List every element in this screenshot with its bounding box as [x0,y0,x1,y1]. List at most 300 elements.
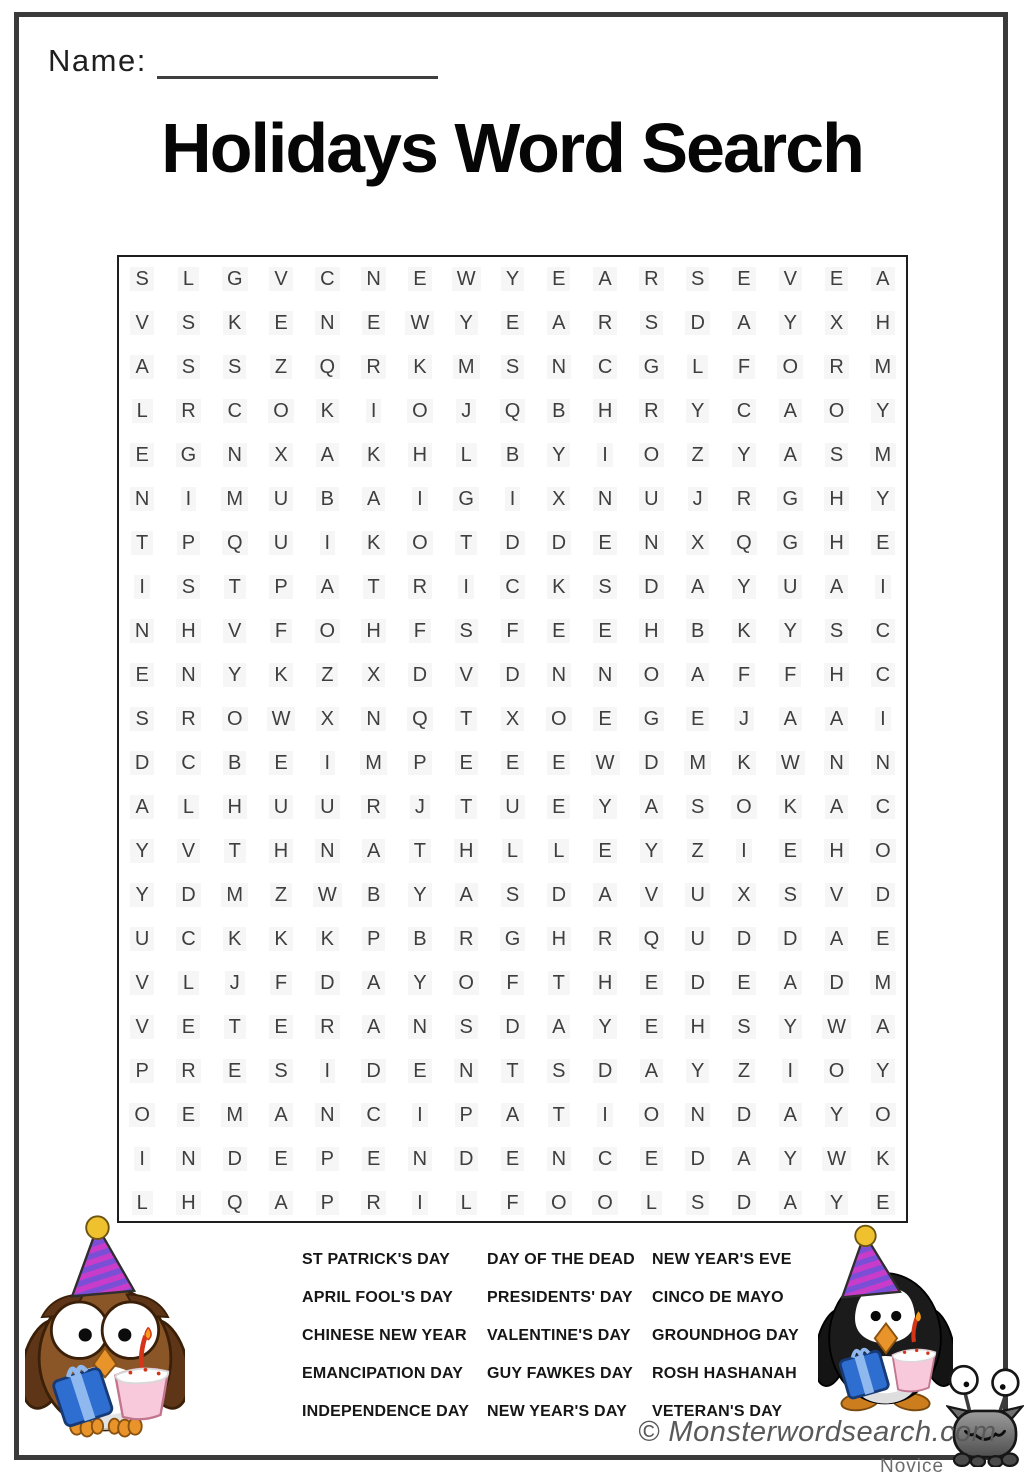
grid-cell: N [165,1137,211,1181]
grid-cell: D [443,1137,489,1181]
grid-cell: E [397,257,443,301]
grid-cell: P [443,1093,489,1137]
grid-cell: O [628,653,674,697]
grid-cell: S [165,565,211,609]
word-list-item: CHINESE NEW YEAR [302,1327,467,1344]
grid-cell: S [489,345,535,389]
grid-cell: H [813,521,859,565]
grid-cell: E [212,1049,258,1093]
grid-cell: T [443,785,489,829]
grid-cell: H [212,785,258,829]
grid-cell: Q [489,389,535,433]
word-list-item: VALENTINE'S DAY [487,1327,631,1344]
grid-cell: E [582,521,628,565]
grid-cell: Q [628,917,674,961]
grid-cell: K [212,917,258,961]
grid-cell: E [536,609,582,653]
grid-cell: N [212,433,258,477]
grid-cell: K [860,1137,906,1181]
grid-cell: N [397,1005,443,1049]
grid-cell: D [212,1137,258,1181]
word-list-item: EMANCIPATION DAY [302,1365,464,1382]
grid-cell: I [443,565,489,609]
grid-cell: A [767,1093,813,1137]
grid-cell: M [212,477,258,521]
grid-cell: M [212,873,258,917]
grid-cell: B [212,741,258,785]
grid-cell: D [628,741,674,785]
grid-cell: Y [119,873,165,917]
grid-cell: W [397,301,443,345]
grid-cell: D [860,873,906,917]
grid-cell: C [582,1137,628,1181]
grid-cell: Z [258,873,304,917]
grid-cell: K [767,785,813,829]
grid-cell: D [721,917,767,961]
grid-cell: O [119,1093,165,1137]
grid-cell: A [721,301,767,345]
grid-cell: X [721,873,767,917]
grid-cell: D [350,1049,396,1093]
grid-cell: Z [304,653,350,697]
grid-cell: F [489,609,535,653]
grid-cell: D [489,1005,535,1049]
grid-cell: S [675,1181,721,1225]
grid-cell: N [304,1093,350,1137]
grid-cell: Q [397,697,443,741]
grid-cell: W [304,873,350,917]
grid-cell: E [860,917,906,961]
grid-cell: Y [767,609,813,653]
grid-cell: X [813,301,859,345]
grid-cell: Z [721,1049,767,1093]
grid-cell: Y [536,433,582,477]
grid-cell: R [350,785,396,829]
grid-cell: X [536,477,582,521]
grid-cell: Y [813,1093,859,1137]
grid-cell: N [536,653,582,697]
grid-cell: P [119,1049,165,1093]
grid-cell: E [350,301,396,345]
grid-cell: U [258,521,304,565]
grid-cell: E [536,257,582,301]
party-owl-mascot [25,1212,185,1445]
grid-cell: D [675,1137,721,1181]
grid-cell: O [628,1093,674,1137]
grid-cell: Y [767,301,813,345]
grid-cell: J [443,389,489,433]
grid-cell: C [582,345,628,389]
grid-cell: U [258,785,304,829]
grid-cell: E [119,433,165,477]
word-list-item: CINCO DE MAYO [652,1289,784,1306]
grid-cell: D [489,521,535,565]
grid-cell: M [350,741,396,785]
grid-cell: I [397,1093,443,1137]
grid-cell: E [258,1137,304,1181]
grid-cell: H [350,609,396,653]
grid-cell: H [860,301,906,345]
grid-cell: L [165,785,211,829]
grid-cell: W [813,1005,859,1049]
grid-cell: A [304,433,350,477]
grid-cell: O [813,389,859,433]
word-list-item: ROSH HASHANAH [652,1365,797,1382]
grid-cell: B [675,609,721,653]
grid-cell: N [675,1093,721,1137]
grid-cell: K [258,653,304,697]
grid-cell: H [813,829,859,873]
word-list-item: NEW YEAR'S DAY [487,1403,627,1420]
grid-cell: S [628,301,674,345]
grid-cell: T [489,1049,535,1093]
grid-cell: G [628,345,674,389]
grid-cell: U [489,785,535,829]
grid-cell: T [119,521,165,565]
grid-cell: E [582,829,628,873]
grid-cell: M [675,741,721,785]
grid-cell: Y [489,257,535,301]
grid-cell: Y [767,1005,813,1049]
grid-cell: C [860,653,906,697]
grid-cell: Q [212,1181,258,1225]
grid-cell: R [721,477,767,521]
grid-cell: F [397,609,443,653]
grid-cell: W [813,1137,859,1181]
grid-cell: H [165,609,211,653]
grid-cell: O [860,829,906,873]
grid-cell: E [350,1137,396,1181]
name-label: Name: [48,43,147,78]
grid-cell: I [304,741,350,785]
grid-cell: E [628,961,674,1005]
grid-cell: T [536,961,582,1005]
grid-cell: P [165,521,211,565]
grid-cell: T [350,565,396,609]
grid-cell: R [165,1049,211,1093]
grid-cell: H [258,829,304,873]
grid-cell: B [304,477,350,521]
grid-cell: A [813,785,859,829]
grid-cell: D [767,917,813,961]
grid-cell: K [350,521,396,565]
grid-cell: K [212,301,258,345]
grid-cell: E [489,301,535,345]
grid-cell: W [767,741,813,785]
grid-cell: U [675,917,721,961]
grid-cell: R [443,917,489,961]
grid-cell: E [258,301,304,345]
grid-cell: Q [721,521,767,565]
grid-cell: M [860,345,906,389]
grid-cell: I [304,1049,350,1093]
grid-cell: S [443,1005,489,1049]
grid-cell: S [258,1049,304,1093]
grid-cell: N [536,345,582,389]
grid-cell: G [212,257,258,301]
grid-cell: I [860,697,906,741]
grid-cell: A [767,389,813,433]
grid-cell: W [258,697,304,741]
grid-cell: D [536,873,582,917]
grid-cell: E [582,697,628,741]
grid-cell: I [767,1049,813,1093]
grid-cell: K [721,741,767,785]
grid-cell: C [489,565,535,609]
grid-cell: D [675,961,721,1005]
grid-cell: H [165,1181,211,1225]
grid-cell: X [350,653,396,697]
grid-cell: A [767,1181,813,1225]
grid-cell: Z [675,829,721,873]
grid-cell: F [767,653,813,697]
grid-cell: A [813,565,859,609]
grid-cell: O [628,433,674,477]
grid-cell: Y [813,1181,859,1225]
grid-cell: F [721,345,767,389]
grid-cell: O [397,389,443,433]
grid-cell: E [489,1137,535,1181]
word-list-item: GROUNDHOG DAY [652,1327,799,1344]
grid-cell: E [860,1181,906,1225]
grid-cell: R [582,301,628,345]
grid-cell: D [628,565,674,609]
grid-cell: E [721,257,767,301]
grid-cell: V [628,873,674,917]
grid-cell: M [860,433,906,477]
grid-cell: B [397,917,443,961]
grid-cell: P [258,565,304,609]
grid-cell: F [489,1181,535,1225]
grid-cell: M [860,961,906,1005]
grid-cell: A [443,873,489,917]
name-row [48,42,438,79]
grid-cell: X [304,697,350,741]
party-penguin-icon [818,1222,953,1422]
grid-cell: N [443,1049,489,1093]
grid-cell: D [119,741,165,785]
grid-cell: E [489,741,535,785]
grid-cell: H [443,829,489,873]
grid-cell: H [675,1005,721,1049]
grid-cell: U [119,917,165,961]
grid-cell: G [443,477,489,521]
grid-cell: C [721,389,767,433]
grid-cell: S [721,1005,767,1049]
grid-cell: E [443,741,489,785]
grid-cell: K [721,609,767,653]
grid-cell: F [258,609,304,653]
grid-cell: E [536,741,582,785]
grid-cell: E [628,1005,674,1049]
grid-cell: N [536,1137,582,1181]
grid-cell: P [304,1181,350,1225]
grid-cell: A [767,433,813,477]
grid-cell: Y [721,565,767,609]
grid-cell: R [304,1005,350,1049]
grid-cell: V [767,257,813,301]
grid-cell: D [536,521,582,565]
word-list-column [652,1241,799,1431]
grid-cell: C [212,389,258,433]
grid-cell: U [675,873,721,917]
grid-cell: O [721,785,767,829]
grid-cell: E [258,1005,304,1049]
grid-cell: Y [675,1049,721,1093]
grid-cell: S [536,1049,582,1093]
grid-cell: K [350,433,396,477]
grid-cell: S [443,609,489,653]
grid-cell: Y [860,477,906,521]
grid-cell: M [443,345,489,389]
grid-cell: B [350,873,396,917]
grid-cell: V [119,301,165,345]
grid-cell: I [397,477,443,521]
grid-cell: E [165,1005,211,1049]
grid-cell: G [628,697,674,741]
grid-cell: E [675,697,721,741]
grid-cell: S [212,345,258,389]
word-list-item: NEW YEAR'S EVE [652,1251,792,1268]
grid-cell: V [813,873,859,917]
grid-cell: I [304,521,350,565]
grid-cell: K [397,345,443,389]
monster-icon [946,1362,1024,1467]
grid-cell: N [582,653,628,697]
grid-cell: E [628,1137,674,1181]
grid-cell: J [721,697,767,741]
grid-cell: O [536,697,582,741]
grid-cell: R [350,345,396,389]
word-search-grid [117,255,908,1223]
grid-cell: D [165,873,211,917]
grid-cell: J [397,785,443,829]
grid-cell: H [813,477,859,521]
grid-cell: T [536,1093,582,1137]
grid-cell: T [212,829,258,873]
grid-cell: A [304,565,350,609]
grid-cell: D [813,961,859,1005]
grid-cell: A [813,917,859,961]
grid-cell: G [767,521,813,565]
grid-cell: N [397,1137,443,1181]
grid-cell: N [813,741,859,785]
grid-cell: A [721,1137,767,1181]
grid-cell: K [258,917,304,961]
name-input-line[interactable] [157,42,438,79]
grid-cell: B [536,389,582,433]
grid-cell: D [721,1181,767,1225]
grid-cell: D [675,301,721,345]
grid-cell: O [860,1093,906,1137]
grid-cell: Y [212,653,258,697]
grid-cell: W [443,257,489,301]
grid-cell: A [628,785,674,829]
grid-cell: C [860,609,906,653]
grid-cell: A [258,1181,304,1225]
grid-cell: A [813,697,859,741]
grid-cell: A [628,1049,674,1093]
grid-cell: U [258,477,304,521]
grid-cell: X [489,697,535,741]
grid-cell: Y [860,1049,906,1093]
grid-cell: E [860,521,906,565]
grid-cell: U [628,477,674,521]
word-list-item: ST PATRICK'S DAY [302,1251,451,1268]
grid-cell: S [489,873,535,917]
grid-cell: O [212,697,258,741]
grid-cell: Y [443,301,489,345]
grid-cell: Q [212,521,258,565]
grid-cell: L [536,829,582,873]
grid-cell: I [119,565,165,609]
grid-cell: A [258,1093,304,1137]
grid-cell: Y [860,389,906,433]
difficulty-label: Novice [880,1456,945,1477]
grid-cell: A [536,301,582,345]
grid-cell: E [397,1049,443,1093]
grid-cell: N [350,697,396,741]
grid-cell: L [119,389,165,433]
grid-cell: N [119,609,165,653]
grid-cell: S [582,565,628,609]
grid-cell: E [582,609,628,653]
word-list-item: PRESIDENTS' DAY [487,1289,633,1306]
grid-cell: H [397,433,443,477]
grid-cell: I [119,1137,165,1181]
grid-cell: O [767,345,813,389]
grid-cell: H [813,653,859,697]
grid-cell: I [721,829,767,873]
grid-cell: R [165,697,211,741]
word-list-item: GUY FAWKES DAY [487,1365,633,1382]
word-list-column [487,1241,635,1431]
grid-cell: K [304,389,350,433]
grid-cell: L [489,829,535,873]
grid-cell: O [813,1049,859,1093]
grid-cell: P [304,1137,350,1181]
grid-cell: I [860,565,906,609]
grid-cell: Y [397,873,443,917]
grid-cell: S [119,257,165,301]
grid-cell: D [489,653,535,697]
grid-cell: O [397,521,443,565]
grid-cell: Q [304,345,350,389]
grid-cell: T [212,565,258,609]
grid-cell: Y [582,785,628,829]
grid-cell: S [813,433,859,477]
grid-cell: U [767,565,813,609]
grid-cell: L [165,257,211,301]
grid-cell: D [304,961,350,1005]
grid-cell: K [536,565,582,609]
grid-cell: L [119,1181,165,1225]
grid-cell: V [119,961,165,1005]
grid-cell: Y [675,389,721,433]
grid-cell: L [675,345,721,389]
grid-cell: X [675,521,721,565]
grid-cell: H [536,917,582,961]
grid-cell: A [675,653,721,697]
word-list-item: INDEPENDENCE DAY [302,1403,470,1420]
grid-cell: I [397,1181,443,1225]
grid-cell: O [304,609,350,653]
grid-cell: Y [582,1005,628,1049]
grid-cell: H [582,389,628,433]
grid-cell: E [258,741,304,785]
grid-cell: M [212,1093,258,1137]
grid-cell: L [165,961,211,1005]
